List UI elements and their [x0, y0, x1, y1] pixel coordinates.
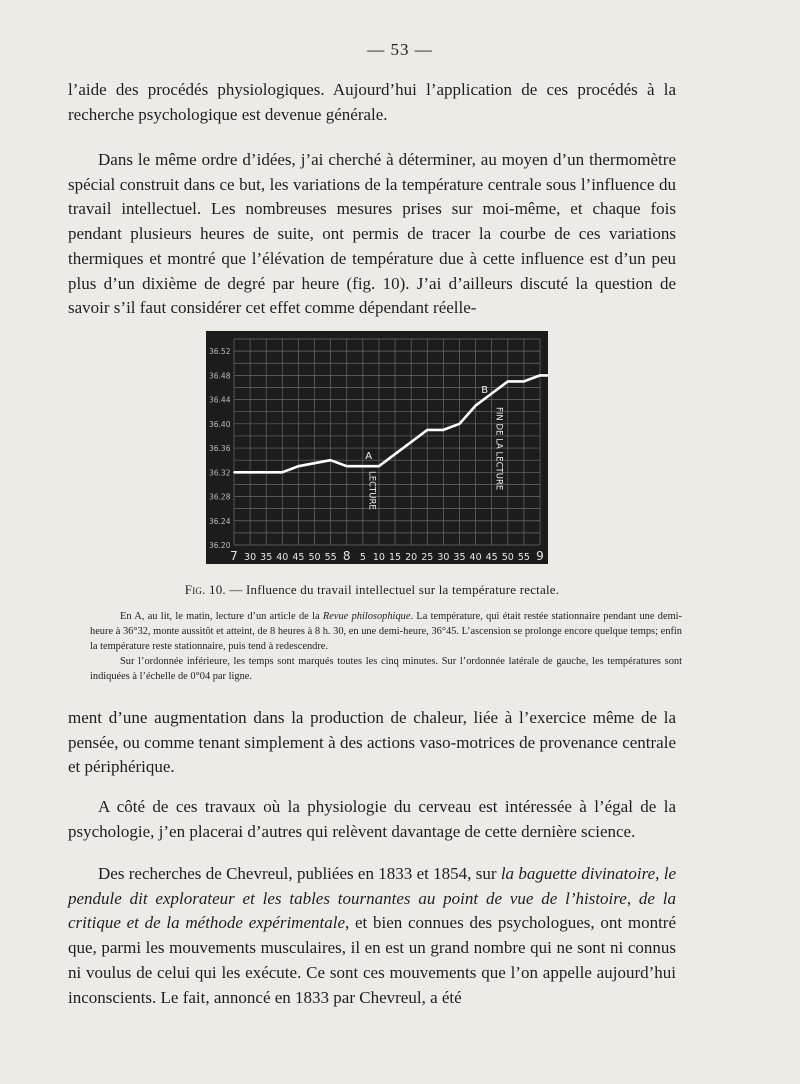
- x-tick-label: 5: [359, 552, 366, 563]
- x-tick-label: 55: [324, 552, 337, 563]
- note1-text-a: En A, au lit, le matin, lecture d’un article de la: [120, 611, 323, 622]
- note1-text-b: . La température, qui était restée stationnaire pendant une demi-heure à 36°32, monte aussitôt et atteint, de 8 heures à 8 h. 30, en une demi-heure, 36°45. L’ascension se prolonge encore quelque temps; enfin la température reste stationnaire, puis tend à redescendre.: [90, 611, 683, 652]
- x-tick-label: 50: [308, 552, 321, 563]
- data-point: [507, 381, 509, 383]
- x-tick-label: 40: [469, 552, 482, 563]
- data-point: [539, 374, 541, 376]
- data-point: [281, 471, 283, 473]
- y-tick-label: 36.52: [209, 347, 231, 357]
- x-tick-label: 8: [342, 549, 351, 563]
- data-point: [523, 381, 525, 383]
- data-point: [426, 429, 428, 431]
- x-tick-label: 30: [437, 552, 450, 563]
- data-point: [442, 429, 444, 431]
- paragraph-3: ment d’une augmentation dans la production de chaleur, liée à l’exercice même de la pensée, ou comme tenant simplement à des actions vaso-motrices de provenance centrale et périphérique.: [68, 708, 676, 777]
- x-tick-label: 50: [501, 552, 514, 563]
- y-tick-label: 36.32: [209, 468, 231, 478]
- x-tick-label: 9: [536, 549, 544, 563]
- data-point: [249, 471, 251, 473]
- x-tick-label: 45: [292, 552, 305, 563]
- x-tick-label: 10: [372, 552, 385, 563]
- x-tick-label: 20: [405, 552, 418, 563]
- data-point: [410, 441, 412, 443]
- data-point: [378, 465, 380, 467]
- x-tick-label: 35: [260, 552, 273, 563]
- page-number: — 53 —: [367, 40, 433, 59]
- y-tick-label: 36.24: [209, 516, 231, 526]
- y-tick-label: 36.36: [209, 444, 231, 454]
- figure-caption: [68, 582, 676, 598]
- figure-note-1: [90, 609, 682, 654]
- data-point: [459, 423, 461, 425]
- paragraph-5: [68, 862, 676, 1010]
- data-point: [394, 453, 396, 455]
- paragraph-2: Dans le même ordre d’idées, j’ai cherché à déterminer, au moyen d’un thermomètre spécial construit dans ce but, les variations de la température centrale sous l’influence du travail intellectuel. Les nombreuses mesures prises sur moi-même, et chaque fois pendant plusieurs heures de suite, ont permis de tracer la courbe de ces variations thermiques et montré que l’élévation de température due à cette influence est d’un peu plus d’un dixième de degré par heure (fig. 10). J’ai d’ailleurs discuté la question de savoir s’il faut considérer cet effet comme dépendant réelle-: [68, 150, 676, 318]
- temperature-chart: [206, 331, 548, 564]
- data-point: [233, 471, 235, 473]
- data-point: [362, 465, 364, 467]
- y-tick-label: 36.40: [209, 419, 231, 429]
- p5-title-1: la baguette divinatoire, le pendule dit explorateur et les tables tournantes au point de vue de l’histoire: [68, 864, 676, 908]
- x-tick-label: 15: [389, 552, 402, 563]
- annotation-a: A: [365, 451, 373, 462]
- p5-text-c: , et bien connues des psychologues, ont montré que, parmi les mouvements musculaires, il en est un grand nombre qui ne sont ni connus ni voulus de celui qui les exécute. Ce sont ces mouvements que l’on appelle aujourd’hui inconscients. Le fait, annoncé en 1833 par Chevreul, a été: [68, 913, 677, 1007]
- paragraph-1: l’aide des procédés physiologiques. Aujourd’hui l’application de ces procédés à la recherche psychologique est devenue générale.: [68, 80, 676, 124]
- data-point: [491, 393, 493, 395]
- data-point: [314, 462, 316, 464]
- y-tick-label: 36.28: [209, 492, 231, 502]
- x-tick-label: 40: [276, 552, 289, 563]
- data-point: [475, 405, 477, 407]
- paragraph-4: A côté de ces travaux où la physiologie du cerveau est intéressée à l’égal de la psychologie, j’en placerai d’autres qui relèvent davantage de cette dernière science.: [68, 797, 676, 841]
- p5-title-2: de la critique et de la méthode expérimentale: [68, 888, 676, 933]
- annotation-lecture: LECTURE: [366, 471, 377, 510]
- p5-text-b: ,: [626, 888, 639, 908]
- data-point: [298, 465, 300, 467]
- figure-label: Fig. 10.: [184, 582, 226, 597]
- data-point: [346, 465, 348, 467]
- x-tick-label: 55: [517, 552, 530, 563]
- data-point: [330, 459, 332, 461]
- figure-note-2: Sur l’ordonnée inférieure, les temps sont marqués toutes les cinq minutes. Sur l’ordonnée latérale de gauche, les températures sont indiquées à l’échelle de 0°04 par ligne.: [90, 656, 682, 682]
- annotation-b: B: [481, 385, 489, 396]
- x-tick-label: 25: [421, 552, 434, 563]
- p5-text-a: Des recherches de Chevreul, publiées en 1833 et 1854, sur: [98, 864, 501, 883]
- x-tick-label: 35: [453, 552, 466, 563]
- x-tick-label: 7: [230, 549, 238, 563]
- x-tick-label: 30: [244, 552, 257, 563]
- annotation-fin-lecture: FIN DE LA LECTURE: [493, 407, 504, 491]
- y-tick-label: 36.20: [209, 541, 231, 550]
- x-tick-label: 45: [485, 552, 498, 563]
- y-tick-label: 36.48: [209, 371, 231, 381]
- figure-caption-text: — Influence du travail intellectuel sur la température rectale.: [225, 582, 560, 597]
- note1-journal-title: Revue philosophique: [322, 611, 411, 622]
- y-tick-label: 36.44: [209, 395, 231, 405]
- data-point: [265, 471, 267, 473]
